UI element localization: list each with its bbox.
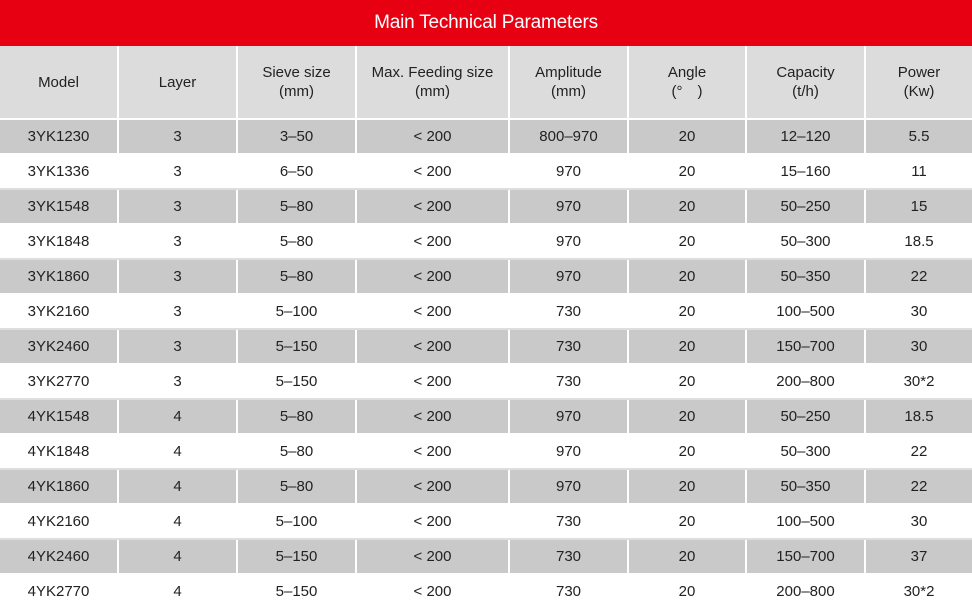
cell-model: 3YK2770 bbox=[0, 364, 118, 399]
column-header-unit: (° ) bbox=[671, 83, 703, 100]
cell-sieve-size: 5–150 bbox=[237, 364, 356, 399]
cell-amplitude: 970 bbox=[509, 259, 628, 294]
cell-angle: 20 bbox=[628, 399, 746, 434]
cell-amplitude: 730 bbox=[509, 294, 628, 329]
cell-sieve-size: 5–150 bbox=[237, 539, 356, 574]
cell-model: 4YK1848 bbox=[0, 434, 118, 469]
cell-angle: 20 bbox=[628, 434, 746, 469]
cell-capacity: 15–160 bbox=[746, 154, 865, 189]
cell-angle: 20 bbox=[628, 504, 746, 539]
cell-layer: 3 bbox=[118, 329, 237, 364]
cell-angle: 20 bbox=[628, 294, 746, 329]
cell-max-feeding-size: < 200 bbox=[356, 224, 509, 259]
column-header-capacity bbox=[746, 46, 865, 119]
cell-model: 3YK2160 bbox=[0, 294, 118, 329]
cell-layer: 4 bbox=[118, 574, 237, 608]
cell-max-feeding-size: < 200 bbox=[356, 469, 509, 504]
cell-angle: 20 bbox=[628, 574, 746, 608]
cell-model: 4YK1548 bbox=[0, 399, 118, 434]
cell-sieve-size: 5–80 bbox=[237, 434, 356, 469]
column-header-label: Layer bbox=[158, 73, 197, 91]
cell-angle: 20 bbox=[628, 154, 746, 189]
cell-model: 3YK1860 bbox=[0, 259, 118, 294]
cell-layer: 4 bbox=[118, 504, 237, 539]
column-header-amplitude bbox=[509, 46, 628, 119]
cell-sieve-size: 5–80 bbox=[237, 189, 356, 224]
column-header-layer bbox=[118, 46, 237, 119]
column-header-unit: (mm) bbox=[415, 83, 450, 100]
cell-model: 3YK2460 bbox=[0, 329, 118, 364]
cell-layer: 3 bbox=[118, 224, 237, 259]
cell-sieve-size: 5–100 bbox=[237, 294, 356, 329]
cell-sieve-size: 5–80 bbox=[237, 469, 356, 504]
column-header-label: Capacity bbox=[776, 64, 835, 81]
table-row bbox=[0, 504, 972, 539]
column-header-unit: (Kw) bbox=[903, 83, 935, 100]
cell-amplitude: 730 bbox=[509, 329, 628, 364]
cell-power: 5.5 bbox=[865, 119, 972, 154]
cell-power: 11 bbox=[865, 154, 972, 189]
table-row bbox=[0, 539, 972, 574]
cell-capacity: 50–300 bbox=[746, 434, 865, 469]
page-title: Main Technical Parameters bbox=[0, 0, 972, 46]
table-row bbox=[0, 154, 972, 189]
cell-sieve-size: 5–80 bbox=[237, 259, 356, 294]
cell-amplitude: 730 bbox=[509, 539, 628, 574]
table-body bbox=[0, 119, 972, 608]
cell-amplitude: 970 bbox=[509, 469, 628, 504]
cell-amplitude: 970 bbox=[509, 189, 628, 224]
cell-max-feeding-size: < 200 bbox=[356, 329, 509, 364]
column-header-unit: (mm) bbox=[551, 83, 586, 100]
cell-max-feeding-size: < 200 bbox=[356, 119, 509, 154]
cell-power: 30 bbox=[865, 504, 972, 539]
cell-power: 18.5 bbox=[865, 224, 972, 259]
table-header bbox=[0, 46, 972, 119]
column-header-model bbox=[0, 46, 118, 119]
cell-angle: 20 bbox=[628, 119, 746, 154]
table-row bbox=[0, 224, 972, 259]
header-row bbox=[0, 46, 972, 119]
cell-layer: 4 bbox=[118, 399, 237, 434]
cell-power: 30 bbox=[865, 294, 972, 329]
cell-max-feeding-size: < 200 bbox=[356, 364, 509, 399]
cell-power: 30*2 bbox=[865, 364, 972, 399]
cell-max-feeding-size: < 200 bbox=[356, 574, 509, 608]
cell-max-feeding-size: < 200 bbox=[356, 504, 509, 539]
cell-sieve-size: 3–50 bbox=[237, 119, 356, 154]
column-header-sieve-size bbox=[237, 46, 356, 119]
cell-layer: 3 bbox=[118, 259, 237, 294]
cell-capacity: 50–350 bbox=[746, 469, 865, 504]
cell-amplitude: 970 bbox=[509, 399, 628, 434]
table-row bbox=[0, 434, 972, 469]
table-row bbox=[0, 399, 972, 434]
cell-max-feeding-size: < 200 bbox=[356, 539, 509, 574]
column-header-unit: (t/h) bbox=[792, 83, 819, 100]
cell-angle: 20 bbox=[628, 329, 746, 364]
column-header-label: Sieve size bbox=[262, 64, 331, 81]
cell-layer: 3 bbox=[118, 294, 237, 329]
cell-power: 22 bbox=[865, 434, 972, 469]
cell-capacity: 50–250 bbox=[746, 399, 865, 434]
cell-model: 3YK1336 bbox=[0, 154, 118, 189]
cell-angle: 20 bbox=[628, 259, 746, 294]
cell-capacity: 50–250 bbox=[746, 189, 865, 224]
table-row bbox=[0, 259, 972, 294]
cell-max-feeding-size: < 200 bbox=[356, 399, 509, 434]
cell-power: 22 bbox=[865, 259, 972, 294]
cell-model: 4YK2460 bbox=[0, 539, 118, 574]
cell-power: 22 bbox=[865, 469, 972, 504]
cell-angle: 20 bbox=[628, 364, 746, 399]
cell-amplitude: 970 bbox=[509, 434, 628, 469]
table-row bbox=[0, 119, 972, 154]
cell-amplitude: 970 bbox=[509, 224, 628, 259]
cell-max-feeding-size: < 200 bbox=[356, 294, 509, 329]
column-header-max-feeding-size bbox=[356, 46, 509, 119]
column-header-unit: (mm) bbox=[279, 83, 314, 100]
cell-angle: 20 bbox=[628, 189, 746, 224]
cell-amplitude: 730 bbox=[509, 504, 628, 539]
cell-model: 3YK1848 bbox=[0, 224, 118, 259]
cell-power: 15 bbox=[865, 189, 972, 224]
table-row bbox=[0, 574, 972, 608]
column-header-label: Power bbox=[897, 64, 941, 81]
cell-amplitude: 970 bbox=[509, 154, 628, 189]
cell-power: 18.5 bbox=[865, 399, 972, 434]
cell-capacity: 100–500 bbox=[746, 294, 865, 329]
table-row bbox=[0, 364, 972, 399]
cell-model: 4YK1860 bbox=[0, 469, 118, 504]
cell-capacity: 50–300 bbox=[746, 224, 865, 259]
cell-layer: 4 bbox=[118, 539, 237, 574]
cell-sieve-size: 5–150 bbox=[237, 329, 356, 364]
cell-sieve-size: 6–50 bbox=[237, 154, 356, 189]
cell-capacity: 50–350 bbox=[746, 259, 865, 294]
cell-layer: 4 bbox=[118, 469, 237, 504]
cell-layer: 4 bbox=[118, 434, 237, 469]
cell-layer: 3 bbox=[118, 364, 237, 399]
cell-model: 3YK1548 bbox=[0, 189, 118, 224]
parameters-table bbox=[0, 46, 972, 608]
cell-angle: 20 bbox=[628, 539, 746, 574]
column-header-angle bbox=[628, 46, 746, 119]
column-header-label: Amplitude bbox=[535, 64, 602, 81]
table-row bbox=[0, 189, 972, 224]
cell-angle: 20 bbox=[628, 224, 746, 259]
table-row bbox=[0, 294, 972, 329]
cell-capacity: 12–120 bbox=[746, 119, 865, 154]
column-header-label: Model bbox=[38, 73, 79, 91]
column-header-power bbox=[865, 46, 972, 119]
cell-angle: 20 bbox=[628, 469, 746, 504]
cell-max-feeding-size: < 200 bbox=[356, 259, 509, 294]
cell-layer: 3 bbox=[118, 154, 237, 189]
cell-capacity: 150–700 bbox=[746, 329, 865, 364]
cell-sieve-size: 5–100 bbox=[237, 504, 356, 539]
cell-model: 3YK1230 bbox=[0, 119, 118, 154]
cell-sieve-size: 5–150 bbox=[237, 574, 356, 608]
cell-amplitude: 730 bbox=[509, 574, 628, 608]
column-header-label: Angle bbox=[667, 64, 707, 81]
cell-sieve-size: 5–80 bbox=[237, 399, 356, 434]
table-row bbox=[0, 329, 972, 364]
cell-model: 4YK2160 bbox=[0, 504, 118, 539]
cell-layer: 3 bbox=[118, 119, 237, 154]
cell-amplitude: 730 bbox=[509, 364, 628, 399]
cell-sieve-size: 5–80 bbox=[237, 224, 356, 259]
cell-amplitude: 800–970 bbox=[509, 119, 628, 154]
cell-layer: 3 bbox=[118, 189, 237, 224]
cell-max-feeding-size: < 200 bbox=[356, 434, 509, 469]
cell-capacity: 100–500 bbox=[746, 504, 865, 539]
column-header-label: Max. Feeding size bbox=[371, 64, 494, 81]
cell-power: 30 bbox=[865, 329, 972, 364]
cell-capacity: 200–800 bbox=[746, 574, 865, 608]
cell-max-feeding-size: < 200 bbox=[356, 189, 509, 224]
cell-max-feeding-size: < 200 bbox=[356, 154, 509, 189]
cell-capacity: 200–800 bbox=[746, 364, 865, 399]
cell-power: 30*2 bbox=[865, 574, 972, 608]
cell-power: 37 bbox=[865, 539, 972, 574]
table-row bbox=[0, 469, 972, 504]
cell-model: 4YK2770 bbox=[0, 574, 118, 608]
cell-capacity: 150–700 bbox=[746, 539, 865, 574]
